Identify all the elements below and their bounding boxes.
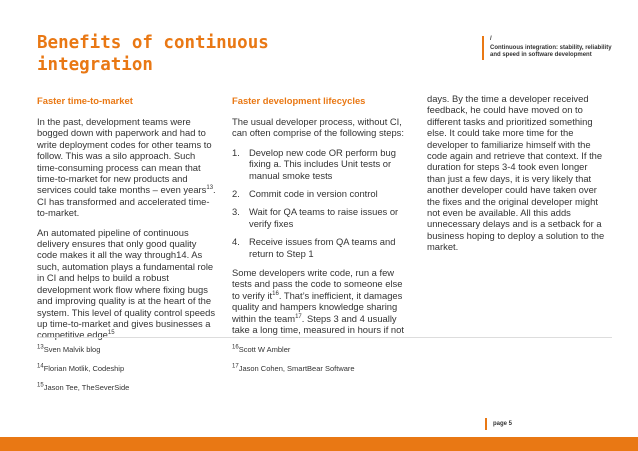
footnote-divider — [37, 337, 612, 338]
list-text: Wait for QA teams to raise issues or verify fixes — [249, 206, 399, 229]
paragraph-time-to-market-1 — [37, 116, 217, 219]
footnotes-left — [37, 345, 129, 402]
heading-development-lifecycles: Faster development lifecycles — [232, 95, 366, 106]
list-text: Develop new code OR perform bug fixing a. This includes Unit tests or manual smoke tests — [249, 146, 396, 181]
paragraph-text: . That’s inefficient, it damages quality and hampers knowledge sharing within the team — [232, 289, 403, 324]
footnote — [37, 383, 129, 392]
footnote — [232, 345, 355, 354]
footnote — [37, 345, 129, 354]
list-item — [232, 236, 412, 259]
header-slash: / — [490, 36, 492, 42]
list-number: 4. — [232, 236, 240, 248]
footnote-text: Sven Malvik blog — [43, 345, 101, 354]
footnote — [232, 364, 355, 373]
list-number: 1. — [232, 146, 240, 158]
paragraph-text: . CI has transformed and accelerated time-to-market. — [37, 184, 216, 219]
column-1 — [37, 95, 217, 349]
header-note — [482, 36, 620, 60]
footnote-ref: 13 — [206, 185, 214, 192]
paragraph-time-to-market-2 — [37, 227, 217, 341]
column-2 — [232, 95, 412, 344]
footnote-text: Jason Tee, TheSeverSide — [43, 383, 130, 392]
footnote-ref: 16 — [272, 290, 279, 297]
paragraph-text: . — [114, 329, 118, 341]
footnote-ref: 17 — [295, 313, 302, 320]
paragraph-intro: The usual developer process, without CI, can often comprise of the following steps: — [232, 116, 404, 139]
paragraph-developers — [232, 267, 412, 335]
footnote-number: 13 — [37, 344, 44, 351]
paragraph-continuation: days. By the time a developer received feedback, he could have moved on to different tasks and prioritized something else. It could take more time for the developer to familiarize himself with the code again and retrieve that context. If the duration for steps 3-4 took even longer than just a few days, it is very likely that another developer could have taken over the fixes and the original developer might not even be available. All this adds unnecessary delays and is a setback for a business hoping to deploy a solution to the market. — [427, 93, 605, 253]
paragraph-text: . Steps 3 and 4 usually take a long time, measured in hours if not — [232, 312, 404, 336]
paragraph-text: In the past, development teams were bogged down with paperwork and had to write deployment codes for other teams to follow. This was a silo approach. Such time-consuming process can mean that time-to-market for new products and services could take months – even years — [37, 116, 212, 196]
footnote-number: 16 — [232, 344, 239, 351]
list-text: Receive issues from QA teams and return to Step 1 — [249, 236, 396, 259]
paragraph-text: An automated pipeline of continuous delivery ensures that only good quality code makes it all the way through14. As such, automation plays a fundamental role in CI and helps to build a robust development work flow where fixing bugs and improving quality is at the heart of the system. This level of quality control speeds up time-to-market and gives businesses a competitive edge — [37, 226, 216, 341]
page-number: page 5 — [485, 418, 512, 430]
footnotes-right — [232, 345, 355, 383]
footnote — [37, 364, 129, 373]
list-number: 3. — [232, 206, 240, 218]
header-note-text: Continuous integration: stability, reliability and speed in software development — [490, 44, 612, 58]
list-text: Commit code in version control — [249, 188, 378, 200]
footnote-text: Florian Motlik, Codeship — [43, 364, 125, 373]
list-item — [232, 206, 412, 229]
list-number: 2. — [232, 188, 240, 200]
footnote-ref: 15 — [107, 330, 115, 337]
column-3 — [427, 93, 607, 261]
steps-list — [232, 147, 412, 259]
footnote-number: 17 — [232, 363, 239, 370]
list-item — [232, 188, 412, 199]
footnote-text: Jason Cohen, SmartBear Software — [238, 364, 355, 373]
paragraph-text: Some developers write code, run a few tests and pass the code to someone else to verify it — [232, 267, 403, 301]
list-item — [232, 147, 412, 181]
page-title: Benefits of continuous integration — [37, 33, 269, 75]
footnote-text: Scott W Ambler — [238, 345, 291, 354]
footnote-number: 15 — [37, 382, 44, 389]
heading-time-to-market: Faster time-to-market — [37, 95, 133, 106]
footnote-number: 14 — [37, 363, 44, 370]
bottom-accent-bar — [0, 437, 638, 451]
